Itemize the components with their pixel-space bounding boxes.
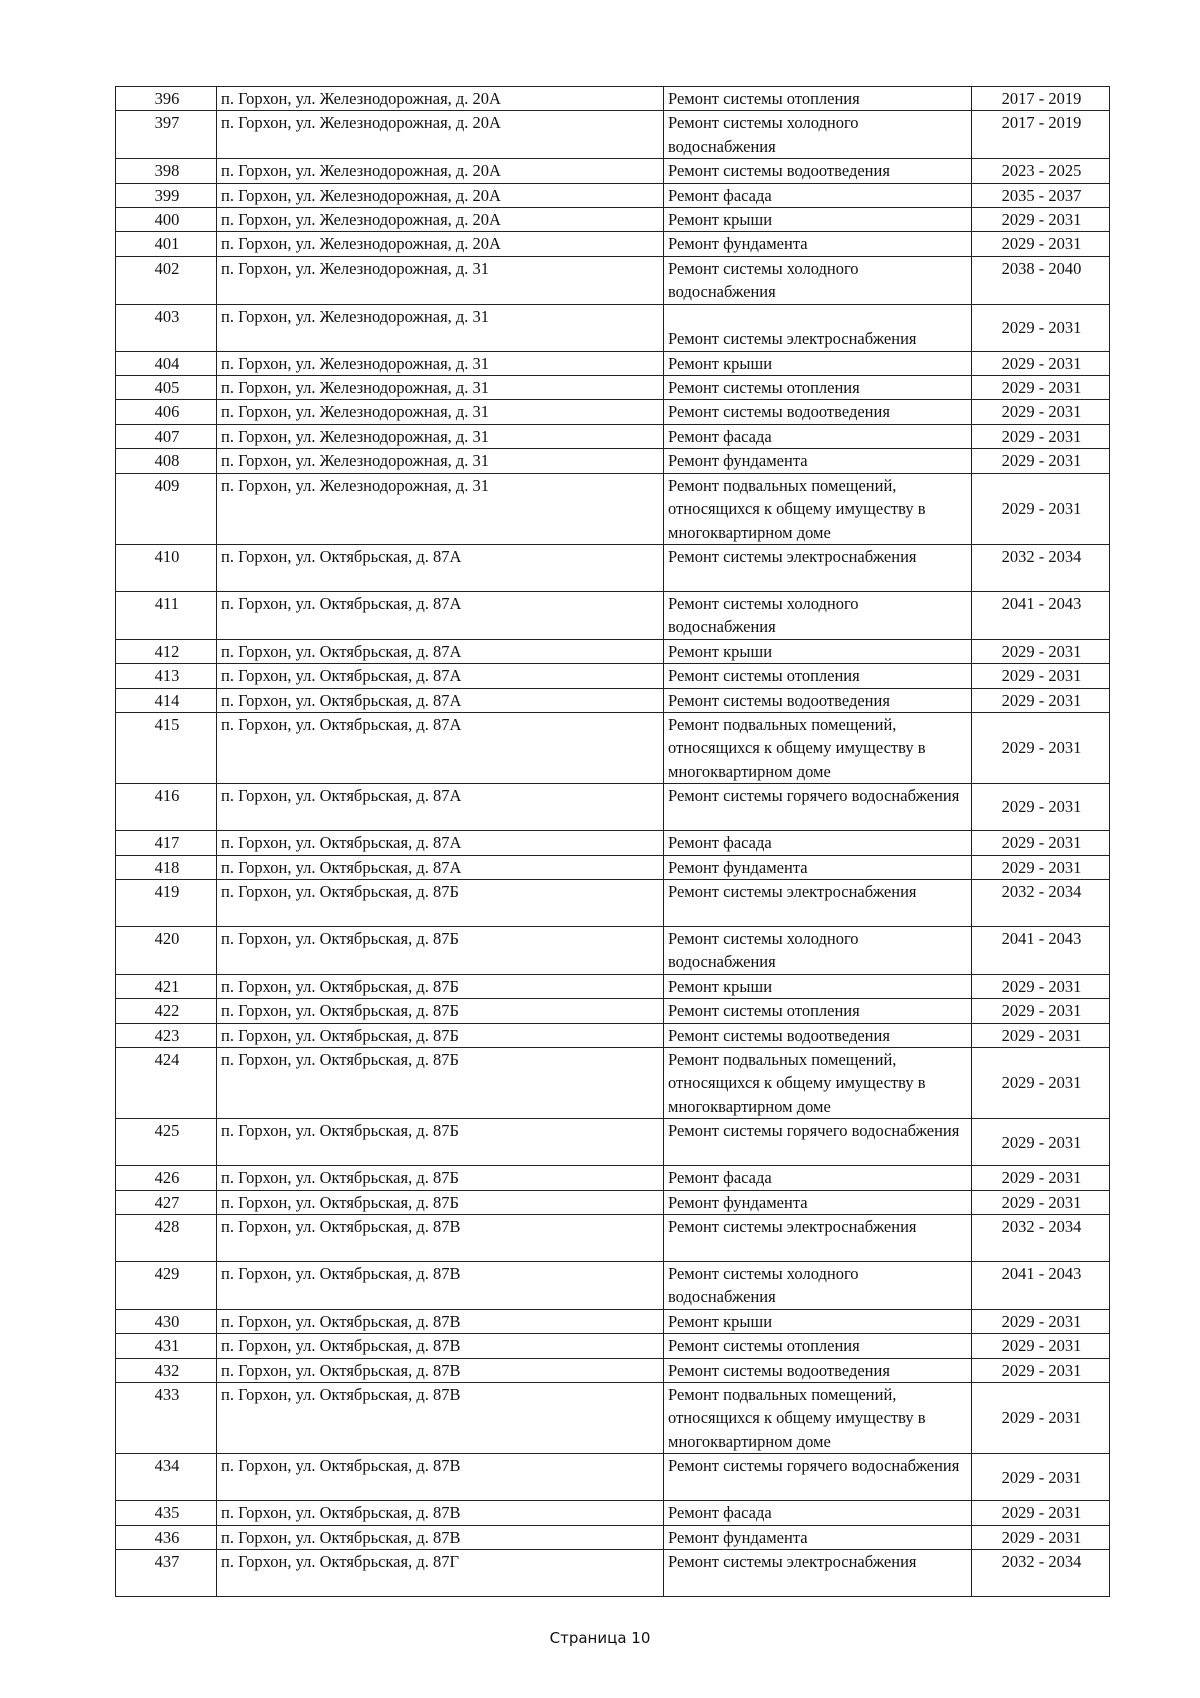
table-row (116, 974, 1110, 998)
work-type-cell: Ремонт системы электроснабжения (664, 304, 972, 351)
address-cell: п. Горхон, ул. Октябрьская, д. 87Б (217, 926, 664, 974)
work-type-cell: Ремонт крыши (664, 974, 972, 998)
row-number: 436 (116, 1525, 217, 1549)
work-type-cell: Ремонт фасада (664, 183, 972, 207)
table-row (116, 1454, 1110, 1501)
row-number: 435 (116, 1501, 217, 1525)
row-number: 417 (116, 831, 217, 855)
address-cell: п. Горхон, ул. Октябрьская, д. 87Б (217, 879, 664, 926)
work-type-cell: Ремонт системы холодного водоснабжения (664, 591, 972, 639)
period-cell: 2032 - 2034 (972, 879, 1110, 926)
address-cell: п. Горхон, ул. Октябрьская, д. 87Б (217, 1190, 664, 1214)
period-cell: 2029 - 2031 (972, 712, 1110, 783)
table-row (116, 1358, 1110, 1382)
table-row (116, 1334, 1110, 1358)
table-row (116, 159, 1110, 183)
period-cell: 2029 - 2031 (972, 1454, 1110, 1501)
address-cell: п. Горхон, ул. Октябрьская, д. 87Б (217, 999, 664, 1023)
work-type-cell: Ремонт фундамента (664, 855, 972, 879)
address-cell: п. Горхон, ул. Октябрьская, д. 87Б (217, 1166, 664, 1190)
work-type-cell: Ремонт подвальных помещений, относящихся к общему имуществу в многоквартирном доме (664, 1048, 972, 1119)
work-type-cell: Ремонт системы электроснабжения (664, 1215, 972, 1262)
address-cell: п. Горхон, ул. Железнодорожная, д. 31 (217, 256, 664, 304)
table-row (116, 1501, 1110, 1525)
row-number: 413 (116, 664, 217, 688)
table-row (116, 879, 1110, 926)
work-type-cell: Ремонт системы водоотведения (664, 1023, 972, 1047)
address-cell: п. Горхон, ул. Железнодорожная, д. 31 (217, 351, 664, 375)
work-type-cell: Ремонт крыши (664, 351, 972, 375)
work-type-cell: Ремонт системы электроснабжения (664, 879, 972, 926)
address-cell: п. Горхон, ул. Железнодорожная, д. 31 (217, 473, 664, 544)
row-number: 396 (116, 87, 217, 111)
row-number: 419 (116, 879, 217, 926)
work-type-cell: Ремонт системы холодного водоснабжения (664, 926, 972, 974)
table-row (116, 855, 1110, 879)
work-type-cell: Ремонт подвальных помещений, относящихся к общему имуществу в многоквартирном доме (664, 712, 972, 783)
address-cell: п. Горхон, ул. Железнодорожная, д. 20А (217, 87, 664, 111)
table-row (116, 449, 1110, 473)
row-number: 418 (116, 855, 217, 879)
period-cell: 2017 - 2019 (972, 87, 1110, 111)
period-cell: 2029 - 2031 (972, 1190, 1110, 1214)
table-row (116, 784, 1110, 831)
period-cell: 2029 - 2031 (972, 400, 1110, 424)
period-cell: 2029 - 2031 (972, 1309, 1110, 1333)
period-cell: 2029 - 2031 (972, 232, 1110, 256)
period-cell: 2029 - 2031 (972, 304, 1110, 351)
row-number: 434 (116, 1454, 217, 1501)
table-row (116, 1215, 1110, 1262)
row-number: 411 (116, 591, 217, 639)
address-cell: п. Горхон, ул. Октябрьская, д. 87Б (217, 1119, 664, 1166)
address-cell: п. Горхон, ул. Октябрьская, д. 87А (217, 544, 664, 591)
period-cell: 2029 - 2031 (972, 1525, 1110, 1549)
repair-schedule-table (115, 86, 1110, 1597)
period-cell: 2038 - 2040 (972, 256, 1110, 304)
address-cell: п. Горхон, ул. Октябрьская, д. 87Г (217, 1550, 664, 1597)
row-number: 431 (116, 1334, 217, 1358)
period-cell: 2029 - 2031 (972, 449, 1110, 473)
row-number: 421 (116, 974, 217, 998)
row-number: 425 (116, 1119, 217, 1166)
work-type-cell: Ремонт системы отопления (664, 999, 972, 1023)
address-cell: п. Горхон, ул. Октябрьская, д. 87Б (217, 1048, 664, 1119)
period-cell: 2032 - 2034 (972, 544, 1110, 591)
work-type-cell: Ремонт системы отопления (664, 1334, 972, 1358)
table-row (116, 1048, 1110, 1119)
row-number: 408 (116, 449, 217, 473)
work-type-cell: Ремонт системы отопления (664, 376, 972, 400)
work-type-cell: Ремонт системы холодного водоснабжения (664, 256, 972, 304)
table-row (116, 1550, 1110, 1597)
work-type-cell: Ремонт системы водоотведения (664, 159, 972, 183)
period-cell: 2029 - 2031 (972, 473, 1110, 544)
work-type-cell: Ремонт системы водоотведения (664, 1358, 972, 1382)
period-cell: 2029 - 2031 (972, 664, 1110, 688)
table-row (116, 1023, 1110, 1047)
address-cell: п. Горхон, ул. Октябрьская, д. 87А (217, 664, 664, 688)
work-type-cell: Ремонт фундамента (664, 1190, 972, 1214)
row-number: 427 (116, 1190, 217, 1214)
work-type-cell: Ремонт системы горячего водоснабжения (664, 784, 972, 831)
row-number: 416 (116, 784, 217, 831)
work-type-cell: Ремонт подвальных помещений, относящихся к общему имуществу в многоквартирном доме (664, 1383, 972, 1454)
row-number: 428 (116, 1215, 217, 1262)
table-row (116, 1166, 1110, 1190)
address-cell: п. Горхон, ул. Железнодорожная, д. 20А (217, 111, 664, 159)
work-type-cell: Ремонт фундамента (664, 449, 972, 473)
work-type-cell: Ремонт крыши (664, 1309, 972, 1333)
row-number: 432 (116, 1358, 217, 1382)
address-cell: п. Горхон, ул. Октябрьская, д. 87А (217, 855, 664, 879)
period-cell: 2029 - 2031 (972, 999, 1110, 1023)
period-cell: 2041 - 2043 (972, 591, 1110, 639)
period-cell: 2029 - 2031 (972, 1358, 1110, 1382)
work-type-cell: Ремонт фасада (664, 424, 972, 448)
period-cell: 2041 - 2043 (972, 926, 1110, 974)
table-row (116, 1190, 1110, 1214)
row-number: 406 (116, 400, 217, 424)
row-number: 429 (116, 1262, 217, 1310)
row-number: 412 (116, 639, 217, 663)
work-type-cell: Ремонт фасада (664, 1166, 972, 1190)
address-cell: п. Горхон, ул. Железнодорожная, д. 20А (217, 159, 664, 183)
page-number: Страница 10 (549, 1629, 651, 1647)
table-row (116, 400, 1110, 424)
table-row (116, 999, 1110, 1023)
table-row (116, 639, 1110, 663)
table-row (116, 351, 1110, 375)
address-cell: п. Горхон, ул. Железнодорожная, д. 31 (217, 376, 664, 400)
work-type-cell: Ремонт фасада (664, 831, 972, 855)
address-cell: п. Горхон, ул. Октябрьская, д. 87А (217, 639, 664, 663)
address-cell: п. Горхон, ул. Октябрьская, д. 87А (217, 831, 664, 855)
address-cell: п. Горхон, ул. Октябрьская, д. 87В (217, 1215, 664, 1262)
address-cell: п. Горхон, ул. Октябрьская, д. 87В (217, 1262, 664, 1310)
table-row (116, 1383, 1110, 1454)
address-cell: п. Горхон, ул. Железнодорожная, д. 20А (217, 183, 664, 207)
address-cell: п. Горхон, ул. Железнодорожная, д. 31 (217, 449, 664, 473)
address-cell: п. Горхон, ул. Октябрьская, д. 87В (217, 1309, 664, 1333)
period-cell: 2029 - 2031 (972, 208, 1110, 232)
work-type-cell: Ремонт системы электроснабжения (664, 1550, 972, 1597)
row-number: 399 (116, 183, 217, 207)
period-cell: 2029 - 2031 (972, 1119, 1110, 1166)
table-row (116, 473, 1110, 544)
row-number: 407 (116, 424, 217, 448)
period-cell: 2029 - 2031 (972, 1166, 1110, 1190)
period-cell: 2041 - 2043 (972, 1262, 1110, 1310)
work-type-cell: Ремонт системы электроснабжения (664, 544, 972, 591)
table-row (116, 688, 1110, 712)
row-number: 403 (116, 304, 217, 351)
address-cell: п. Горхон, ул. Железнодорожная, д. 20А (217, 232, 664, 256)
period-cell: 2029 - 2031 (972, 1501, 1110, 1525)
table-row (116, 232, 1110, 256)
period-cell: 2029 - 2031 (972, 1334, 1110, 1358)
row-number: 430 (116, 1309, 217, 1333)
period-cell: 2029 - 2031 (972, 1048, 1110, 1119)
work-type-cell: Ремонт системы водоотведения (664, 688, 972, 712)
table-row (116, 712, 1110, 783)
period-cell: 2029 - 2031 (972, 376, 1110, 400)
work-type-cell: Ремонт фасада (664, 1501, 972, 1525)
address-cell: п. Горхон, ул. Октябрьская, д. 87А (217, 688, 664, 712)
period-cell: 2029 - 2031 (972, 855, 1110, 879)
table-row (116, 1119, 1110, 1166)
period-cell: 2032 - 2034 (972, 1550, 1110, 1597)
address-cell: п. Горхон, ул. Октябрьская, д. 87А (217, 784, 664, 831)
period-cell: 2017 - 2019 (972, 111, 1110, 159)
address-cell: п. Горхон, ул. Октябрьская, д. 87В (217, 1383, 664, 1454)
address-cell: п. Горхон, ул. Октябрьская, д. 87А (217, 591, 664, 639)
row-number: 415 (116, 712, 217, 783)
table-row (116, 208, 1110, 232)
table-row (116, 87, 1110, 111)
address-cell: п. Горхон, ул. Октябрьская, д. 87В (217, 1358, 664, 1382)
period-cell: 2029 - 2031 (972, 1383, 1110, 1454)
work-type-cell: Ремонт подвальных помещений, относящихся к общему имуществу в многоквартирном доме (664, 473, 972, 544)
address-cell: п. Горхон, ул. Октябрьская, д. 87А (217, 712, 664, 783)
period-cell: 2029 - 2031 (972, 1023, 1110, 1047)
period-cell: 2029 - 2031 (972, 974, 1110, 998)
row-number: 422 (116, 999, 217, 1023)
table-row (116, 183, 1110, 207)
row-number: 401 (116, 232, 217, 256)
row-number: 398 (116, 159, 217, 183)
period-cell: 2029 - 2031 (972, 784, 1110, 831)
address-cell: п. Горхон, ул. Октябрьская, д. 87В (217, 1501, 664, 1525)
table-body (116, 87, 1110, 1597)
table-row (116, 111, 1110, 159)
period-cell: 2029 - 2031 (972, 688, 1110, 712)
period-cell: 2032 - 2034 (972, 1215, 1110, 1262)
work-type-cell: Ремонт системы горячего водоснабжения (664, 1119, 972, 1166)
period-cell: 2029 - 2031 (972, 831, 1110, 855)
period-cell: 2029 - 2031 (972, 639, 1110, 663)
table-row (116, 304, 1110, 351)
table-row (116, 831, 1110, 855)
period-cell: 2029 - 2031 (972, 351, 1110, 375)
address-cell: п. Горхон, ул. Октябрьская, д. 87Б (217, 1023, 664, 1047)
work-type-cell: Ремонт системы отопления (664, 664, 972, 688)
period-cell: 2023 - 2025 (972, 159, 1110, 183)
address-cell: п. Горхон, ул. Октябрьская, д. 87В (217, 1525, 664, 1549)
row-number: 423 (116, 1023, 217, 1047)
table-row (116, 591, 1110, 639)
row-number: 414 (116, 688, 217, 712)
period-cell: 2029 - 2031 (972, 424, 1110, 448)
address-cell: п. Горхон, ул. Октябрьская, д. 87В (217, 1334, 664, 1358)
row-number: 433 (116, 1383, 217, 1454)
table-row (116, 1309, 1110, 1333)
address-cell: п. Горхон, ул. Железнодорожная, д. 20А (217, 208, 664, 232)
row-number: 409 (116, 473, 217, 544)
row-number: 410 (116, 544, 217, 591)
work-type-cell: Ремонт системы холодного водоснабжения (664, 1262, 972, 1310)
address-cell: п. Горхон, ул. Железнодорожная, д. 31 (217, 304, 664, 351)
row-number: 405 (116, 376, 217, 400)
address-cell: п. Горхон, ул. Железнодорожная, д. 31 (217, 400, 664, 424)
row-number: 426 (116, 1166, 217, 1190)
table-row (116, 256, 1110, 304)
period-cell: 2035 - 2037 (972, 183, 1110, 207)
table-row (116, 376, 1110, 400)
address-cell: п. Горхон, ул. Железнодорожная, д. 31 (217, 424, 664, 448)
table-row (116, 544, 1110, 591)
table-row (116, 1262, 1110, 1310)
row-number: 397 (116, 111, 217, 159)
work-type-cell: Ремонт системы горячего водоснабжения (664, 1454, 972, 1501)
row-number: 402 (116, 256, 217, 304)
address-cell: п. Горхон, ул. Октябрьская, д. 87В (217, 1454, 664, 1501)
work-type-cell: Ремонт системы водоотведения (664, 400, 972, 424)
work-type-cell: Ремонт системы холодного водоснабжения (664, 111, 972, 159)
row-number: 400 (116, 208, 217, 232)
row-number: 437 (116, 1550, 217, 1597)
work-type-cell: Ремонт системы отопления (664, 87, 972, 111)
table-row (116, 1525, 1110, 1549)
work-type-cell: Ремонт крыши (664, 208, 972, 232)
table-row (116, 664, 1110, 688)
table-row (116, 926, 1110, 974)
address-cell: п. Горхон, ул. Октябрьская, д. 87Б (217, 974, 664, 998)
work-type-cell: Ремонт фундамента (664, 232, 972, 256)
work-type-cell: Ремонт фундамента (664, 1525, 972, 1549)
row-number: 404 (116, 351, 217, 375)
row-number: 424 (116, 1048, 217, 1119)
work-type-cell: Ремонт крыши (664, 639, 972, 663)
table-row (116, 424, 1110, 448)
row-number: 420 (116, 926, 217, 974)
